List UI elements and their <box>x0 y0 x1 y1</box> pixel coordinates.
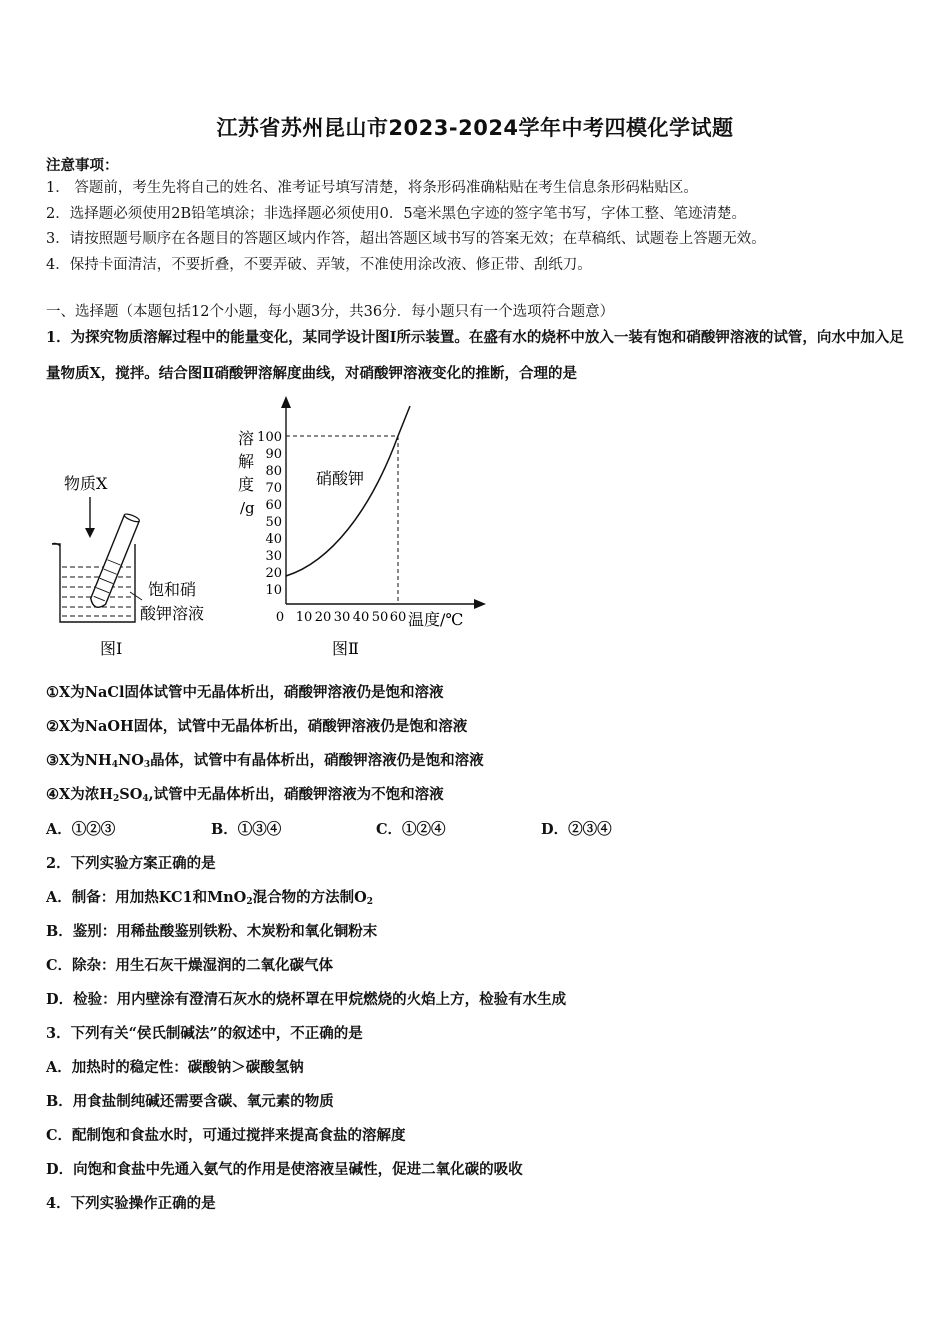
x-tick-label: 20 <box>314 610 332 625</box>
y-tick-label: 40 <box>265 532 282 547</box>
question-3-option-d: D．向饱和食盐中先通入氨气的作用是使溶液呈碱性，促进二氧化碳的吸收 <box>46 1161 523 1178</box>
x-tick-labels <box>276 610 406 625</box>
solution-label-line1: 饱和硝 <box>148 580 197 599</box>
y-label-unit: /g <box>240 499 255 517</box>
x-tick-label: 10 <box>295 610 313 625</box>
statement-1: ①X为NaCl固体试管中无晶体析出，硝酸钾溶液仍是饱和溶液 <box>46 684 444 701</box>
question-2-option-d: D．检验：用内壁涂有澄清石灰水的烧杯罩在甲烷燃烧的火焰上方，检验有水生成 <box>46 991 567 1008</box>
question-3-option-c: C．配制饱和食盐水时，可通过搅拌来提高食盐的溶解度 <box>46 1127 406 1144</box>
question-2-option-c: C．除杂：用生石灰干燥湿润的二氧化碳气体 <box>46 957 334 974</box>
option-b: B．①③④ <box>211 821 282 838</box>
y-tick-label: 60 <box>265 498 282 513</box>
option-d: D．②③④ <box>541 821 612 838</box>
y-tick-label: 10 <box>265 583 282 598</box>
y-tick-label: 100 <box>257 430 282 445</box>
notice-item: 1． 答题前，考生先将自己的姓名、准考证号填写清楚，将条形码准确粘贴在考生信息条形码粘贴区。 <box>46 180 698 196</box>
figure-2 <box>238 396 486 658</box>
y-tick-labels <box>257 430 282 598</box>
y-tick-label: 30 <box>265 549 282 564</box>
section-heading: 一、选择题（本题包括12个小题，每小题3分，共36分．每小题只有一个选项符合题意） <box>46 304 615 320</box>
x-tick-label: 30 <box>333 610 351 625</box>
option-c: C．①②④ <box>376 821 446 838</box>
y-tick-label: 90 <box>265 447 282 462</box>
question-4-stem: 4．下列实验操作正确的是 <box>46 1195 216 1212</box>
y-axis-arrow-icon <box>281 396 291 408</box>
figure-1 <box>52 474 204 658</box>
statement-2: ②X为NaOH固体，试管中无晶体析出，硝酸钾溶液仍是饱和溶液 <box>46 718 468 735</box>
figure-2-caption: 图Ⅱ <box>332 639 359 658</box>
y-tick-label: 20 <box>265 566 282 581</box>
test-tube <box>88 513 140 610</box>
x-tick-label: 40 <box>352 610 370 625</box>
question-2-option-a: A．制备：用加热KC1和MnO$_2$混合物的方法制$O_2$ <box>46 889 373 907</box>
statement-3: ③X为$NH_4NO_3$晶体，试管中有晶体析出，硝酸钾溶液仍是饱和溶液 <box>46 752 484 770</box>
arrow-head-icon <box>85 528 95 538</box>
question-1-stem: 1．为探究物质溶解过程中的能量变化，某同学设计图Ⅰ所示装置。在盛有水的烧杯中放入一装有饱和硝酸钾溶液的试管，向水中加入足量物质X，搅拌。结合图Ⅱ硝酸钾溶解度曲线，对硝酸钾溶液变化的推断，合理的是 <box>46 329 904 382</box>
question-2-stem: 2．下列实验方案正确的是 <box>46 855 216 872</box>
option-a: A．①②③ <box>46 821 116 838</box>
question-3-option-b: B．用食盐制纯碱还需要含碳、氧元素的物质 <box>46 1093 334 1110</box>
figure-1-caption: 图Ⅰ <box>100 639 123 658</box>
x-tick-label: 0 <box>275 610 285 625</box>
y-tick-label: 50 <box>265 515 282 530</box>
question-1-figures <box>40 392 500 672</box>
y-label-char: 度 <box>238 475 255 494</box>
statement-4: ④X为浓$H_2SO_4$,试管中无晶体析出，硝酸钾溶液为不饱和溶液 <box>46 786 444 804</box>
x-axis-label: 温度/℃ <box>408 610 464 629</box>
x-tick-label: 50 <box>371 610 389 625</box>
notice-list <box>46 176 766 278</box>
x-axis-arrow-icon <box>474 599 486 609</box>
y-tick-label: 70 <box>265 481 282 496</box>
page-title: 江苏省苏州昆山市2023-2024学年中考四模化学试题 <box>216 116 734 140</box>
question-3-stem: 3．下列有关“侯氏制碱法”的叙述中，不正确的是 <box>46 1025 363 1042</box>
notice-item: 2．选择题必须使用2B铅笔填涂；非选择题必须使用0．5毫米黑色字迹的签字笔书写，字体工整、笔迹清楚。 <box>46 205 747 222</box>
question-3-option-a: A．加热时的稳定性：碳酸钠＞碳酸氢钠 <box>46 1059 304 1076</box>
notice-heading: 注意事项： <box>46 157 119 174</box>
substance-x-label: 物质X <box>64 474 108 493</box>
x-tick-label: 60 <box>389 610 407 625</box>
y-label-char: 溶 <box>238 429 255 448</box>
y-tick-label: 80 <box>265 464 282 479</box>
notice-item: 4．保持卡面清洁，不要折叠，不要弄破、弄皱，不准使用涂改液、修正带、刮纸刀。 <box>46 256 592 273</box>
solubility-curve <box>286 406 410 576</box>
curve-label: 硝酸钾 <box>316 469 365 488</box>
solution-label-line2: 酸钾溶液 <box>140 604 205 623</box>
y-label-char: 解 <box>238 452 255 471</box>
question-2-option-b: B．鉴别：用稀盐酸鉴别铁粉、木炭粉和氧化铜粉末 <box>46 923 378 940</box>
notice-item: 3．请按照题号顺序在各题目的答题区域内作答，超出答题区域书写的答案无效；在草稿纸、试题卷上答题无效。 <box>46 231 766 247</box>
